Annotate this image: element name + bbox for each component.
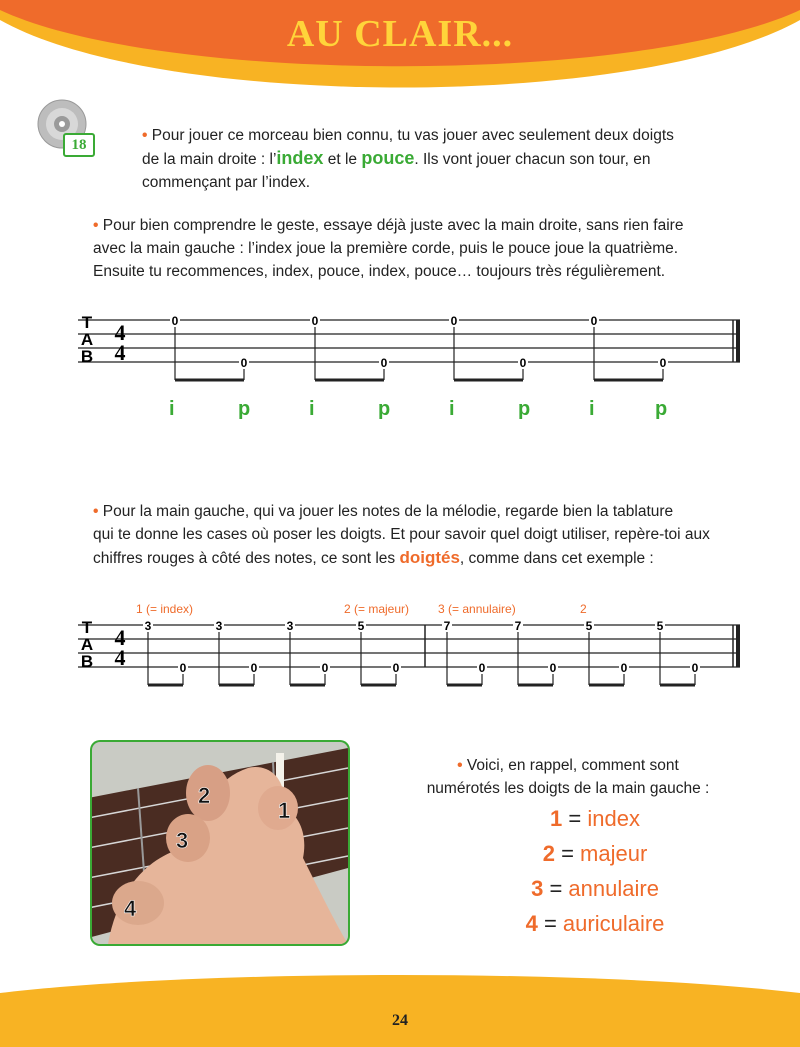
finger-letter: p (378, 398, 391, 420)
keyword-pouce: pouce (361, 148, 415, 168)
cd-track-number: 18 (71, 137, 87, 153)
tab-note: 3 (286, 619, 294, 633)
tab-note: 5 (357, 619, 365, 633)
p1-line2a: de la main droite : l’ (142, 151, 277, 168)
tab-note: 0 (311, 314, 319, 328)
tablature-1 (0, 300, 800, 400)
tab-note: 0 (250, 661, 258, 675)
tab-note: 5 (585, 619, 593, 633)
finger-letter: i (309, 398, 315, 420)
tab-note: 0 (392, 661, 400, 675)
p4-line1: Voici, en rappel, comment sont (466, 757, 679, 774)
tab-note: 0 (171, 314, 179, 328)
p3-line1: Pour la main gauche, qui va jouer les notes de la mélodie, regarde bien la tablature (102, 503, 674, 520)
page-title: AU CLAIR... (286, 13, 514, 55)
legend-item: 1 = index (550, 806, 640, 831)
fingering-label: 2 (580, 602, 587, 616)
tab-note: 0 (321, 661, 329, 675)
legend-item: 2 = majeur (542, 841, 648, 866)
tab-letter-b: B (80, 347, 94, 366)
p2-line1: Pour bien comprendre le geste, essaye déjà juste avec la main droite, sans rien faire (102, 217, 684, 234)
p3-line2: qui te donne les cases où poser les doigts. Et pour savoir quel doigt utiliser, repère-toi aux (93, 526, 710, 543)
tab-note: 7 (443, 619, 451, 633)
footer-banner (0, 975, 800, 1047)
photo-finger-label: 1 (278, 798, 291, 823)
tab-note: 0 (450, 314, 458, 328)
keyword-doigtes: doigtés (399, 548, 460, 567)
tab-note: 5 (656, 619, 664, 633)
tab-note: 0 (380, 356, 388, 370)
finger-letter: i (449, 398, 455, 420)
bullet-icon: • (93, 503, 99, 520)
tab-letter-a: A (80, 330, 94, 349)
photo-finger-label: 4 (124, 896, 137, 921)
fingering-label: 2 (= majeur) (344, 602, 410, 616)
paragraph-3 (93, 500, 783, 570)
tab-letter-t: T (81, 313, 93, 332)
tab-letter-b: B (80, 652, 94, 671)
bullet-icon: • (457, 757, 463, 774)
p3-line3a: chiffres rouges à côté des notes, ce sont les (93, 550, 400, 567)
tab-note: 0 (179, 661, 187, 675)
paragraph-2 (93, 214, 773, 283)
tab-note: 3 (215, 619, 223, 633)
p3-line3b: , comme dans cet exemple : (459, 550, 654, 567)
p1-line2b: et le (323, 151, 362, 168)
bullet-icon: • (142, 127, 148, 144)
tab-note: 0 (478, 661, 486, 675)
finger-letter: p (518, 398, 531, 420)
paragraph-1 (142, 124, 762, 194)
fingering-label: 3 (= annulaire) (438, 602, 516, 616)
finger-letter: p (655, 398, 668, 420)
finger-letter: p (238, 398, 251, 420)
photo-finger-label: 2 (198, 783, 211, 808)
tab-note: 0 (659, 356, 667, 370)
page-number: 24 (392, 1012, 408, 1029)
tab-note: 7 (514, 619, 522, 633)
keyword-index: index (276, 148, 324, 168)
tab-note: 0 (691, 661, 699, 675)
tab-note: 0 (549, 661, 557, 675)
p1-line2c: . Ils vont jouer chacun son tour, en (414, 151, 651, 168)
tab-letter-a: A (80, 635, 94, 654)
time-sig-bottom: 4 (114, 645, 126, 670)
hand-photo (88, 738, 352, 948)
fingering-label: 1 (= index) (136, 602, 194, 616)
tablature-2 (0, 605, 800, 695)
photo-finger-label: 3 (176, 828, 189, 853)
p2-line3: Ensuite tu recommences, index, pouce, index, pouce… toujours très régulièrement. (93, 263, 666, 280)
paragraph-4 (403, 754, 733, 800)
tab-note: 0 (519, 356, 527, 370)
p1-line1: Pour jouer ce morceau bien connu, tu vas jouer avec seulement deux doigts (151, 127, 674, 144)
finger-letter: i (169, 398, 175, 420)
p1-line3: commençant par l’index. (142, 174, 310, 191)
p4-line2: numérotés les doigts de la main gauche : (426, 780, 710, 797)
legend-item: 4 = auriculaire (525, 911, 665, 936)
bullet-icon: • (93, 217, 99, 234)
p2-line2: avec la main gauche : l’index joue la première corde, puis le pouce joue la quatrième. (93, 240, 679, 257)
cd-track-badge (63, 133, 95, 157)
tab-note: 0 (620, 661, 628, 675)
time-sig-top: 4 (114, 625, 126, 650)
tab-note: 0 (590, 314, 598, 328)
tab-note: 3 (144, 619, 152, 633)
tab-letter-t: T (81, 618, 93, 637)
time-sig-top: 4 (114, 320, 126, 345)
tab-note: 0 (240, 356, 248, 370)
finger-letter: i (589, 398, 595, 420)
legend-item: 3 = annulaire (531, 876, 659, 901)
time-sig-bottom: 4 (114, 340, 126, 365)
